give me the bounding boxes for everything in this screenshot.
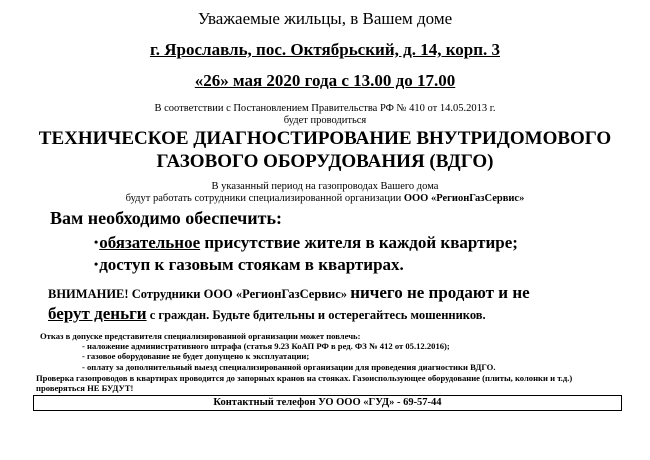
requirement-item-1-text: присутствие жителя в каждой квартире; <box>200 233 518 252</box>
requirements-heading: Вам необходимо обеспечить: <box>50 208 282 228</box>
requirement-item-2-text: доступ к газовым стоякам в квартирах. <box>99 255 404 274</box>
refusal-consequence-3: - оплату за дополнительный выезд специализированной организации для проведения диагностики ВДГО. <box>82 362 496 372</box>
check-note-line-1: Проверка газопроводов в квартирах проводится до запорных кранов на стояках. Газоиспользующее оборудование (плиты, колонки и т.д.) <box>36 373 573 383</box>
inspection-date: «26» мая 2020 года с 13.00 до 17.00 <box>194 71 456 90</box>
warning-line-2 <box>48 305 486 324</box>
period-line-2 <box>0 193 650 205</box>
requirement-emphasis: обязательное <box>99 233 201 252</box>
refusal-intro: Отказ в допуске представителя специализированной организации может повлечь: <box>40 331 361 341</box>
intro-line-1: В соответствии с Постановлением Правительства РФ № 410 от 14.05.2013 г. <box>154 103 496 114</box>
warning-label: ВНИМАНИЕ! <box>48 287 129 301</box>
warning-line-1 <box>48 284 530 303</box>
requirement-item-2 <box>94 256 404 275</box>
title-line-2: ГАЗОВОГО ОБОРУДОВАНИЯ (ВДГО) <box>156 151 494 172</box>
intro-line-2: будет проводиться <box>283 115 367 126</box>
warning-emphasis-2: берут деньги <box>48 304 147 323</box>
period-organization: ООО «РегионГазСервис» <box>403 193 525 204</box>
warning-text-1: Сотрудники ООО «РегионГазСервис» <box>128 287 351 301</box>
title-line-1: ТЕХНИЧЕСКОЕ ДИАГНОСТИРОВАНИЕ ВНУТРИДОМОВОГО <box>38 128 612 149</box>
period-prefix: будут работать сотрудники специализированной организации <box>125 193 404 204</box>
warning-emphasis-1: ничего не продают и не <box>350 283 530 302</box>
check-note-line-2: проверяться НЕ БУДУТ! <box>36 383 134 393</box>
contact-phone-box: Контактный телефон УО ООО «ГУД» - 69-57-44 <box>33 395 622 411</box>
warning-text-2: с граждан. Будьте бдительны и остерегайтесь мошенников. <box>146 308 486 322</box>
period-line-1: В указанный период на газопроводах Вашего дома <box>211 181 439 192</box>
requirement-item-1 <box>94 234 518 253</box>
bullet-icon: • <box>94 257 99 271</box>
refusal-consequence-2: - газовое оборудование не будет допущено к эксплуатации; <box>82 351 310 361</box>
refusal-consequence-1: - наложение административного штрафа (статья 9.23 КоАП РФ в ред. ФЗ № 412 от 05.12.2016); <box>82 341 450 351</box>
address: г. Ярославль, пос. Октябрьский, д. 14, корп. 3 <box>149 40 501 59</box>
bullet-icon: • <box>94 235 99 249</box>
greeting: Уважаемые жильцы, в Вашем доме <box>197 9 453 28</box>
